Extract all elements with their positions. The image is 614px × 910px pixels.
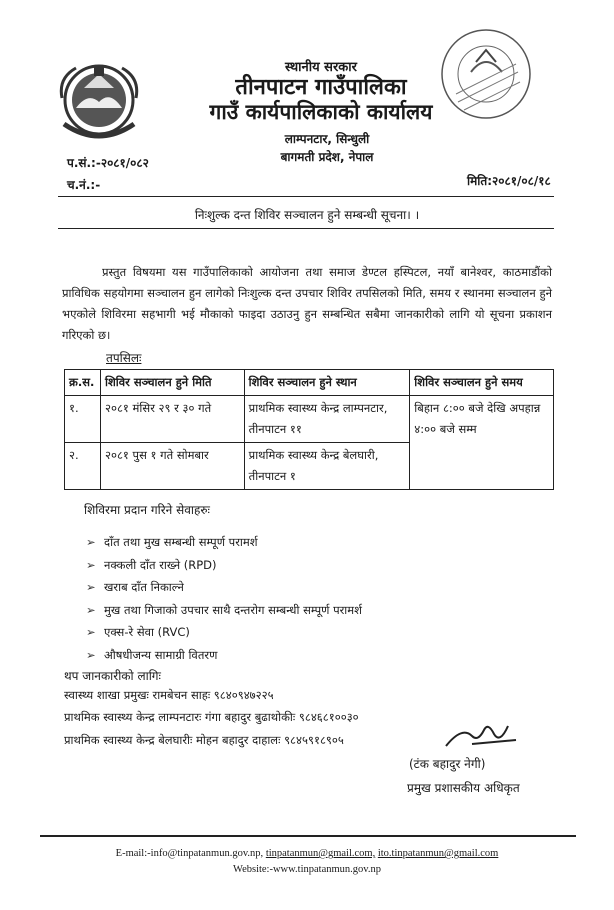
more-info-title: थप जानकारीको लागिः [64, 669, 161, 683]
list-item [86, 621, 362, 644]
subject-divider [58, 228, 554, 229]
header-divider [58, 196, 554, 197]
service-label: खराब दाँत निकाल्ने [104, 580, 184, 594]
contact-health-chief: स्वास्थ्य शाखा प्रमुखः रामबेचन साहः ९८४०९४७२२५ [64, 688, 274, 702]
email-link[interactable]: ito.tinpatanmun@gmail.com [377, 848, 499, 859]
schedule-label: तपसिलः [106, 351, 142, 365]
header-date: शिविर सञ्चालन हुने मिति [100, 370, 244, 396]
list-item [86, 554, 362, 577]
arrow-bullet-icon: ➢ [86, 647, 96, 662]
contact-lampantar: प्राथमिक स्वास्थ्य केन्द्र लाम्पनटारः गंगा बहादुर बुढाथोकीः ९८४६८१००३० [64, 710, 359, 724]
table-header-row [65, 370, 554, 396]
service-label: औषधीजन्य सामाग्री वितरण [104, 647, 218, 662]
notice-subject: निःशुल्क दन्त शिविर सञ्चालन हुने सम्बन्धी सूचना। । [194, 208, 420, 222]
header-venue: शिविर सञ्चालन हुने स्थान [244, 370, 410, 396]
office-location: लाम्पनटार, सिन्धुली [284, 132, 370, 146]
schedule-table [64, 369, 554, 490]
service-label: नक्कली दाँत राख्ने (RPD) [104, 557, 217, 572]
arrow-bullet-icon: ➢ [86, 535, 96, 549]
arrow-bullet-icon: ➢ [86, 625, 96, 639]
list-item [86, 599, 362, 622]
services-heading: शिविरमा प्रदान गरिने सेवाहरुः [84, 503, 210, 517]
arrow-bullet-icon: ➢ [86, 602, 96, 617]
contact-belghari: प्राथमिक स्वास्थ्य केन्द्र बेलघारीः मोहन बहादुर दाहालः ९८४५९१८९०५ [64, 733, 344, 747]
list-item [86, 531, 362, 554]
header-serial: क्र.स. [65, 370, 101, 396]
reference-number: प.सं.:-२०८१/०८२ [67, 156, 149, 170]
footer-website[interactable]: Website:-www.tinpatanmun.gov.np [233, 864, 381, 875]
list-item [86, 644, 362, 667]
cell-time: बिहान ८:०० बजे देखि अपहान्न ४:०० बजे सम्म [410, 396, 554, 490]
cell-date: २०८१ मंसिर २९ र ३० गते [100, 396, 244, 443]
province-label: बागमती प्रदेश, नेपाल [280, 150, 374, 164]
cell-serial: १. [65, 396, 101, 443]
document-date: मिति:२०८१/०८/१८ [467, 174, 551, 188]
signatory-title: प्रमुख प्रशासकीय अधिकृत [407, 781, 520, 795]
municipality-name: तीनपाटन गाउँपालिका [235, 75, 407, 100]
signature-icon [442, 718, 520, 752]
government-label: स्थानीय सरकार [285, 60, 357, 75]
footer-emails [0, 848, 614, 859]
cell-serial: २. [65, 443, 101, 490]
notice-body: प्रस्तुत विषयमा यस गाउँपालिकाको आयोजना तथा समाज डेण्टल हस्पिटल, नयाँ बानेश्वर, काठमाडौंको प्राविधिक सहयोगमा सञ्चालन हुन लागेको निःशुल्क दन्त उपचार शिविर तपसिलको मिति, समय र स्थानमा सञ्चालन हुने भएकोले शिविरमा सहभागी भई मौकाको फाइदा उठाउनु हुन सम्बन्धित सबैमा जानकारीको लागि यो सूचना प्रकाशन गरिएको छ। [62, 265, 552, 342]
table-row [65, 396, 554, 443]
signatory-name: (टंक बहादुर नेगी) [409, 757, 486, 771]
arrow-bullet-icon: ➢ [86, 580, 96, 594]
dispatch-number: च.नं.:- [67, 178, 101, 192]
service-label: एक्स-रे सेवा (RVC) [104, 625, 190, 639]
arrow-bullet-icon: ➢ [86, 557, 96, 572]
email-link[interactable]: info@tinpatanmun.gov.np, [150, 848, 264, 859]
list-item [86, 576, 362, 599]
header-time: शिविर सञ्चालन हुने समय [410, 370, 554, 396]
services-list [86, 531, 362, 666]
footer-divider [40, 835, 576, 837]
cell-venue: प्राथमिक स्वास्थ्य केन्द्र लाम्पनटार, तीनपाटन ११ [244, 396, 410, 443]
service-label: दाँत तथा मुख सम्बन्धी सम्पूर्ण परामर्श [104, 535, 258, 549]
cell-date: २०८१ पुस १ गते सोमबार [100, 443, 244, 490]
service-label: मुख तथा गिजाको उपचार साथै दन्तरोग सम्बन्धी सम्पूर्ण परामर्श [104, 602, 362, 617]
email-prefix: E-mail:- [115, 848, 151, 859]
email-link[interactable]: tinpatanmun@gmail.com, [265, 848, 376, 859]
cell-venue: प्राथमिक स्वास्थ्य केन्द्र बेलघारी, तीनपाटन १ [244, 443, 410, 490]
office-name: गाउँ कार्यपालिकाको कार्यालय [209, 100, 433, 124]
